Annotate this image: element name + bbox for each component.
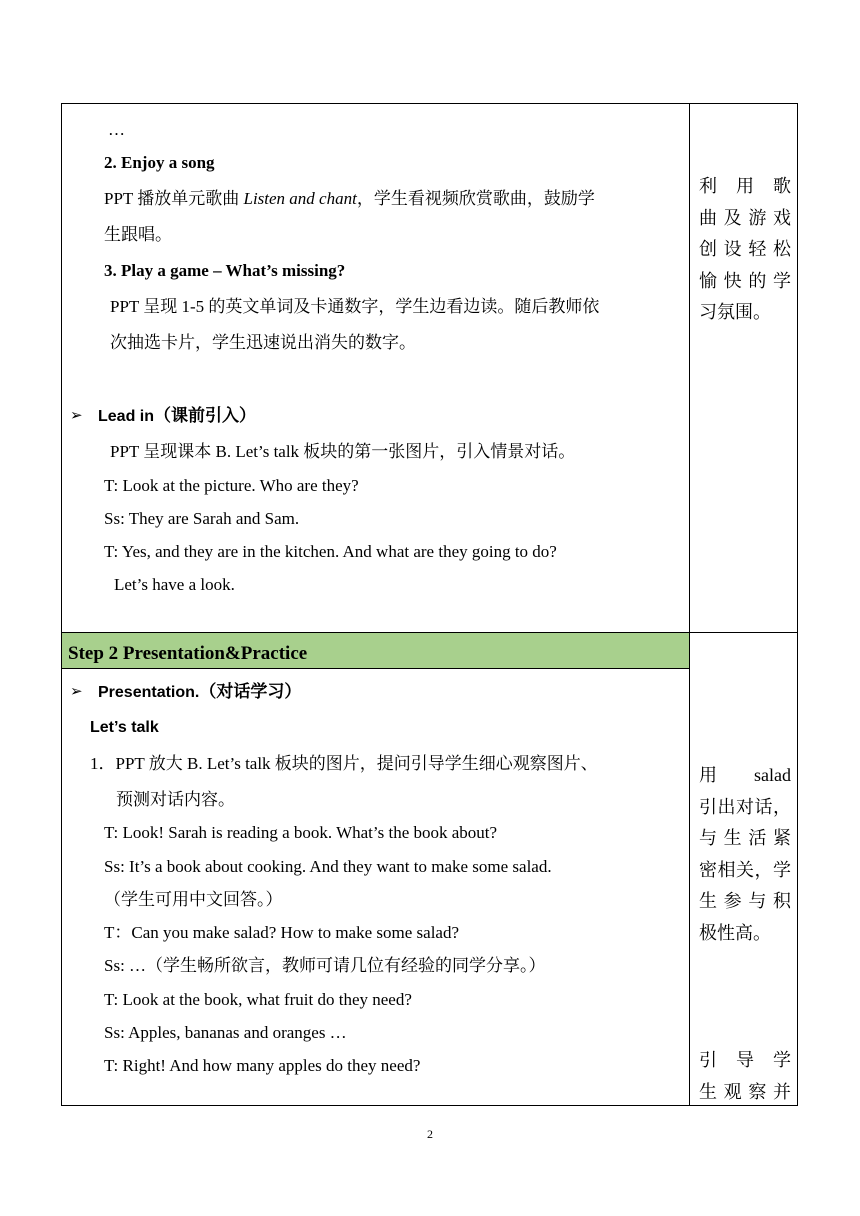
item2-line1-pre: PPT 播放单元歌曲 — [104, 189, 244, 208]
lead-in-line5: Let’s have a look. — [114, 575, 235, 594]
side-note-2-line: 用 salad — [699, 765, 791, 785]
side-note-1-line: 习氛围。 — [699, 302, 771, 322]
dialogue-line: T: Look! Sarah is reading a book. What’s the book about? — [104, 823, 498, 842]
lead-in-bullet: ➢ — [70, 408, 83, 424]
side-note-2-line: 密相关，学 — [699, 859, 791, 880]
lead-in-heading — [98, 405, 256, 428]
ellipsis-text: … — [108, 120, 125, 139]
dialogue-line: Ss: It’s a book about cooking. And they want to make some salad. — [104, 857, 552, 876]
lead-in-heading-en: Lead in — [98, 408, 155, 425]
step2-title: Step 2 Presentation&Practice — [68, 643, 308, 664]
item3-title: 3. Play a game – What’s missing? — [104, 261, 346, 280]
presentation-heading — [98, 681, 301, 704]
side-note-2-line: 引出对话， — [699, 796, 791, 817]
dialogue-line: Ss: …（学生畅所欲言，教师可请几位有经验的同学分享。） — [104, 956, 546, 975]
side-note-2-line: 与 生 活 紧 — [699, 828, 791, 848]
side-note-3-line: 生 观 察 并 — [699, 1081, 791, 1102]
dialogue-line: Ss: Apples, bananas and oranges … — [104, 1023, 347, 1042]
side-note-1-line: 利 用 歌 — [699, 176, 791, 196]
item3-line2: 次抽选卡片，学生迅速说出消失的数字。 — [110, 333, 416, 352]
presentation-bullet: ➢ — [70, 684, 83, 700]
lead-in-line1: PPT 呈现课本 B. Let’s talk 板块的第一张图片，引入情景对话。 — [110, 442, 576, 461]
side-note-1-line: 愉 快 的 学 — [699, 270, 791, 291]
side-note-2-line: 生 参 与 积 — [699, 891, 791, 911]
item2-line1-post: ，学生看视频欣赏歌曲，鼓励学 — [356, 189, 595, 208]
lead-in-line4: T: Yes, and they are in the kitchen. And what are they going to do? — [104, 542, 557, 561]
side-note-3 — [699, 1045, 791, 1108]
presentation-heading-en: Presentation. — [98, 684, 200, 701]
dialogue-line: T: Right! And how many apples do they need? — [104, 1056, 421, 1075]
lead-in-line2: T: Look at the picture. Who are they? — [104, 476, 359, 495]
side-note-2 — [699, 760, 791, 949]
item2-line1 — [104, 188, 595, 210]
item2-title: 2. Enjoy a song — [104, 153, 215, 172]
column-divider — [689, 103, 690, 1106]
side-note-1-line: 创 设 轻 松 — [699, 239, 791, 259]
dialogue-line: （学生可用中文回答。） — [104, 890, 283, 909]
presentation-item1-line2: 预测对话内容。 — [116, 790, 235, 809]
item2-line2: 生跟唱。 — [104, 225, 172, 244]
presentation-item1-line1: 1．PPT 放大 B. Let’s talk 板块的图片，提问引导学生细心观察图片、 — [90, 754, 598, 773]
page-number: 2 — [427, 1127, 433, 1141]
item3-line1: PPT 呈现 1-5 的英文单词及卡通数字，学生边看边读。随后教师依 — [110, 297, 600, 316]
lead-in-line3: Ss: They are Sarah and Sam. — [104, 509, 300, 528]
song-title: Listen and chant — [243, 189, 357, 208]
side-note-2-line: 极性高。 — [699, 922, 771, 943]
dialogue-line: T：Can you make salad? How to make some salad? — [104, 923, 460, 942]
presentation-heading-cn: （对话学习） — [199, 682, 302, 701]
lead-in-heading-cn: （课前引入） — [154, 406, 257, 425]
side-note-1 — [699, 171, 791, 329]
lets-talk-heading: Let’s talk — [90, 719, 159, 736]
side-note-3-line: 引 导 学 — [699, 1050, 791, 1070]
side-note-1-line: 曲 及 游 戏 — [699, 207, 791, 228]
dialogue-line: T: Look at the book, what fruit do they need? — [104, 990, 412, 1009]
